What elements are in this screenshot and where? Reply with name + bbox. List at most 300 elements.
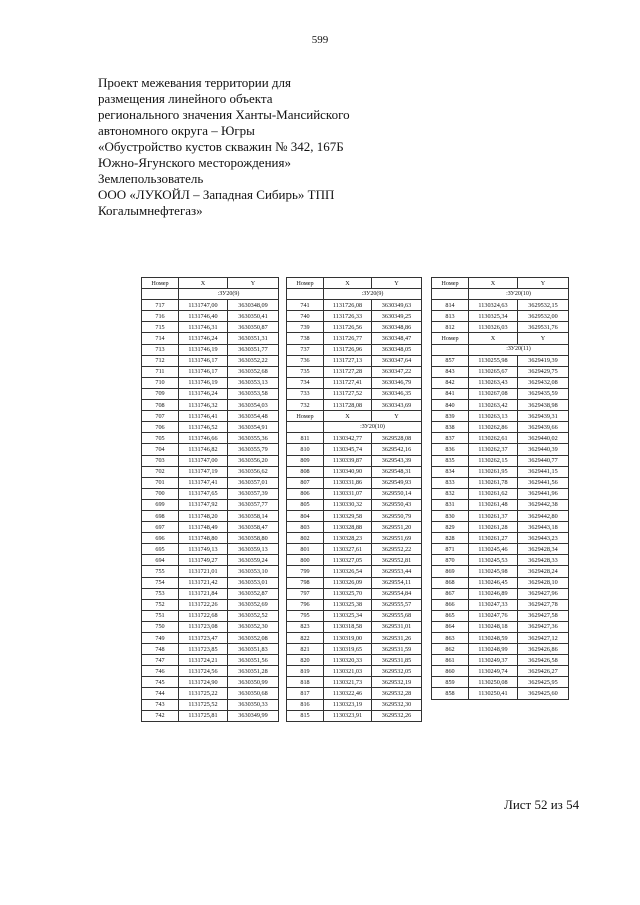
coordinates-table-2: [286, 277, 422, 722]
table-row: [287, 644, 422, 655]
point-number: 800: [287, 555, 324, 566]
table-row: [142, 644, 279, 655]
coord-y: 3629532,19: [372, 677, 422, 688]
table-row: [142, 588, 279, 599]
point-number: 694: [142, 555, 179, 566]
coord-y: 3630343,69: [372, 400, 422, 411]
coord-y: 3629554,11: [372, 577, 422, 588]
column-header-number: Номер: [287, 411, 324, 422]
table-row: [432, 621, 569, 632]
coord-x: 1130263,42: [469, 400, 518, 411]
empty-cell: [142, 289, 179, 300]
coord-x: 1131747,19: [179, 466, 228, 477]
table-row: [432, 488, 569, 499]
coord-x: 1130247,76: [469, 610, 518, 621]
coord-x: 1130327,05: [324, 555, 372, 566]
coord-y: 3630350,68: [228, 688, 279, 699]
coord-x: 1130326,03: [469, 322, 518, 333]
point-number: 830: [432, 510, 469, 521]
coord-y: 3630354,91: [228, 422, 279, 433]
coord-x: 1130261,78: [469, 477, 518, 488]
point-number: 703: [142, 455, 179, 466]
coord-y: 3630350,41: [228, 311, 279, 322]
coord-y: 3629426,58: [518, 655, 569, 666]
coord-y: 3629532,15: [518, 300, 569, 311]
coord-x: 1130246,45: [469, 577, 518, 588]
coord-y: 3630355,36: [228, 433, 279, 444]
coord-x: 1131727,13: [324, 355, 372, 366]
coord-y: 3629549,93: [372, 477, 422, 488]
point-number: 868: [432, 577, 469, 588]
point-number: 871: [432, 544, 469, 555]
empty-cell: [287, 422, 324, 433]
table-row: [142, 488, 279, 499]
coord-x: 1130246,89: [469, 588, 518, 599]
coord-x: 1130323,19: [324, 699, 372, 710]
table-row: [432, 577, 569, 588]
coord-y: 3630358,80: [228, 533, 279, 544]
coord-y: 3629439,66: [518, 422, 569, 433]
coord-x: 1131726,56: [324, 322, 372, 333]
table-row: [142, 510, 279, 521]
coord-x: 1131746,24: [179, 388, 228, 399]
table-row: [432, 599, 569, 610]
point-number: 696: [142, 533, 179, 544]
table-row: [142, 433, 279, 444]
column-header-number: Номер: [432, 333, 469, 344]
point-number: 803: [287, 522, 324, 533]
coord-y: 3629531,01: [372, 621, 422, 632]
table-row: [432, 677, 569, 688]
coord-y: 3630352,30: [228, 621, 279, 632]
point-number: 831: [432, 499, 469, 510]
coord-y: 3630352,68: [228, 366, 279, 377]
coord-y: 3630347,22: [372, 366, 422, 377]
coord-y: 3629440,02: [518, 433, 569, 444]
table-row: [432, 588, 569, 599]
point-number: 832: [432, 488, 469, 499]
table-row: [142, 610, 279, 621]
point-number: 749: [142, 633, 179, 644]
table-row: [142, 344, 279, 355]
coord-x: 1130263,13: [469, 411, 518, 422]
empty-cell: [432, 344, 469, 355]
point-number: 838: [432, 422, 469, 433]
column-header-x: X: [469, 278, 518, 289]
coord-y: 3630351,83: [228, 644, 279, 655]
page-number: 599: [311, 34, 329, 46]
coord-x: 1131746,41: [179, 411, 228, 422]
point-number: 805: [287, 499, 324, 510]
point-number: 821: [287, 644, 324, 655]
coord-x: 1130318,58: [324, 621, 372, 632]
point-number: 743: [142, 699, 179, 710]
point-number: 752: [142, 599, 179, 610]
table-row: [142, 655, 279, 666]
table-row: [287, 655, 422, 666]
coord-y: 3629428,10: [518, 577, 569, 588]
coord-y: 3630351,56: [228, 655, 279, 666]
coord-y: 3630353,13: [228, 377, 279, 388]
coord-x: 1131725,81: [179, 710, 228, 721]
table-row: [287, 688, 422, 699]
coord-y: 3629441,96: [518, 488, 569, 499]
table-row: [432, 644, 569, 655]
coord-x: 1130331,07: [324, 488, 372, 499]
table-row: [432, 655, 569, 666]
coord-y: 3629548,31: [372, 466, 422, 477]
coord-x: 1131726,08: [324, 300, 372, 311]
table-row: [432, 455, 569, 466]
coord-y: 3629551,20: [372, 522, 422, 533]
parcel-title-row: [432, 289, 569, 300]
coord-x: 1130331,86: [324, 477, 372, 488]
table-row: [432, 400, 569, 411]
coordinates-table-1: [141, 277, 279, 722]
coord-x: 1131746,19: [179, 377, 228, 388]
point-number: 839: [432, 411, 469, 422]
coord-y: 3630348,86: [372, 322, 422, 333]
coord-y: 3630348,09: [228, 300, 279, 311]
coord-y: 3629443,18: [518, 522, 569, 533]
coord-y: 3629428,24: [518, 566, 569, 577]
coord-x: 1130245,53: [469, 555, 518, 566]
coord-x: 1130326,09: [324, 577, 372, 588]
coord-x: 1131747,41: [179, 477, 228, 488]
point-number: 748: [142, 644, 179, 655]
coord-x: 1130245,98: [469, 566, 518, 577]
coord-y: 3630353,58: [228, 388, 279, 399]
coord-x: 1131728,08: [324, 400, 372, 411]
table-row: [142, 699, 279, 710]
coord-y: 3629427,58: [518, 610, 569, 621]
table-row: [142, 677, 279, 688]
table-row: [142, 577, 279, 588]
table-row: [287, 533, 422, 544]
table-row: [432, 555, 569, 566]
header-line: размещения линейного объекта: [98, 91, 273, 106]
coord-y: 3629427,96: [518, 588, 569, 599]
table-row: [142, 411, 279, 422]
column-header-number: Номер: [432, 278, 469, 289]
point-number: 710: [142, 377, 179, 388]
table-row: [142, 477, 279, 488]
table-row: [287, 333, 422, 344]
table-row: [287, 455, 422, 466]
table-row: [142, 388, 279, 399]
coord-x: 1131748,80: [179, 533, 228, 544]
table-row: [432, 388, 569, 399]
coord-y: 3630350,33: [228, 699, 279, 710]
coord-x: 1130330,32: [324, 499, 372, 510]
coord-x: 1130340,90: [324, 466, 372, 477]
coord-x: 1130248,59: [469, 633, 518, 644]
coord-x: 1131727,28: [324, 366, 372, 377]
coord-y: 3629427,12: [518, 633, 569, 644]
table-row: [142, 499, 279, 510]
coord-x: 1130261,95: [469, 466, 518, 477]
table-row: [432, 533, 569, 544]
coord-x: 1131722,26: [179, 599, 228, 610]
coord-y: 3629531,26: [372, 633, 422, 644]
coord-x: 1130262,86: [469, 422, 518, 433]
coord-y: 3629543,39: [372, 455, 422, 466]
point-number: 809: [287, 455, 324, 466]
table-row: [287, 488, 422, 499]
table-row: [142, 710, 279, 721]
coord-y: 3630350,99: [228, 677, 279, 688]
coord-y: 3630353,10: [228, 566, 279, 577]
table-row: [432, 411, 569, 422]
point-number: 751: [142, 610, 179, 621]
point-number: 863: [432, 633, 469, 644]
table-row: [287, 433, 422, 444]
point-number: 740: [287, 311, 324, 322]
point-number: 707: [142, 411, 179, 422]
table-row: [287, 677, 422, 688]
table-row: [432, 366, 569, 377]
coord-x: 1130320,33: [324, 655, 372, 666]
coord-y: 3630355,79: [228, 444, 279, 455]
point-number: 714: [142, 333, 179, 344]
coord-x: 1131749,27: [179, 555, 228, 566]
table-row: [432, 688, 569, 699]
point-number: 833: [432, 477, 469, 488]
table-row: [142, 400, 279, 411]
point-number: 818: [287, 677, 324, 688]
coord-y: 3629550,43: [372, 499, 422, 510]
coord-x: 1130324,63: [469, 300, 518, 311]
coord-y: 3630352,69: [228, 599, 279, 610]
table-row: [432, 311, 569, 322]
point-number: 742: [142, 710, 179, 721]
coord-y: 3629552,22: [372, 544, 422, 555]
table-row: [142, 566, 279, 577]
table-row: [432, 300, 569, 311]
table-row: [287, 388, 422, 399]
coordinates-table-3: [431, 277, 569, 700]
table-row: [142, 366, 279, 377]
coord-x: 1130328,23: [324, 533, 372, 544]
table-row: [142, 422, 279, 433]
coord-x: 1131746,17: [179, 366, 228, 377]
header-line: Южно-Ягунского месторождения»: [98, 155, 291, 170]
coord-x: 1131721,42: [179, 577, 228, 588]
table-row: [142, 322, 279, 333]
point-number: 836: [432, 444, 469, 455]
coord-y: 3630349,25: [372, 311, 422, 322]
table-row: [142, 466, 279, 477]
point-number: 819: [287, 666, 324, 677]
point-number: 704: [142, 444, 179, 455]
point-number: 860: [432, 666, 469, 677]
point-number: 866: [432, 599, 469, 610]
header-line: регионального значения Ханты-Мансийского: [98, 107, 350, 122]
table-row: [287, 510, 422, 521]
coord-x: 1130321,73: [324, 677, 372, 688]
point-number: 737: [287, 344, 324, 355]
table-row: [432, 666, 569, 677]
table-row: [142, 355, 279, 366]
coord-x: 1131726,77: [324, 333, 372, 344]
coord-x: 1131747,00: [179, 455, 228, 466]
coord-y: 3630354,03: [228, 400, 279, 411]
coord-y: 3629428,34: [518, 544, 569, 555]
coord-y: 3629442,38: [518, 499, 569, 510]
column-header-x: X: [469, 333, 518, 344]
coord-x: 1131723,47: [179, 633, 228, 644]
point-number: 869: [432, 566, 469, 577]
point-number: 808: [287, 466, 324, 477]
point-number: 822: [287, 633, 324, 644]
coord-x: 1130325,38: [324, 599, 372, 610]
coord-x: 1131746,32: [179, 400, 228, 411]
coord-y: 3629439,31: [518, 411, 569, 422]
point-number: 815: [287, 710, 324, 721]
table-row: [287, 666, 422, 677]
point-number: 716: [142, 311, 179, 322]
coord-y: 3629425,60: [518, 688, 569, 699]
coord-y: 3629435,59: [518, 388, 569, 399]
point-number: 859: [432, 677, 469, 688]
point-number: 744: [142, 688, 179, 699]
point-number: 829: [432, 522, 469, 533]
coord-x: 1130263,43: [469, 377, 518, 388]
point-number: 870: [432, 555, 469, 566]
coord-x: 1131721,01: [179, 566, 228, 577]
point-number: 820: [287, 655, 324, 666]
table-row: [432, 433, 569, 444]
table-row: [287, 522, 422, 533]
coord-x: 1131725,22: [179, 688, 228, 699]
coord-y: 3630354,48: [228, 411, 279, 422]
coord-x: 1131748,20: [179, 510, 228, 521]
coord-y: 3629528,08: [372, 433, 422, 444]
column-header-x: X: [324, 278, 372, 289]
table-header-row: [432, 333, 569, 344]
table-row: [287, 366, 422, 377]
point-number: 747: [142, 655, 179, 666]
coord-y: 3630359,24: [228, 555, 279, 566]
coord-y: 3629532,00: [518, 311, 569, 322]
point-number: 862: [432, 644, 469, 655]
table-row: [142, 633, 279, 644]
parcel-title-row: [287, 289, 422, 300]
coord-x: 1131747,92: [179, 499, 228, 510]
coord-y: 3630350,87: [228, 322, 279, 333]
coord-y: 3629438,98: [518, 400, 569, 411]
coord-y: 3629428,33: [518, 555, 569, 566]
empty-cell: [432, 289, 469, 300]
point-number: 865: [432, 610, 469, 621]
coord-x: 1130329,58: [324, 510, 372, 521]
point-number: 864: [432, 621, 469, 632]
point-number: 801: [287, 544, 324, 555]
header-line: Проект межевания территории для: [98, 75, 292, 90]
parcel-title: :ЗУ20(9): [179, 289, 279, 300]
table-row: [287, 311, 422, 322]
table-row: [432, 466, 569, 477]
table-row: [287, 588, 422, 599]
coord-y: 3629532,05: [372, 666, 422, 677]
table-row: [287, 599, 422, 610]
header-line: автономного округа – Югры: [98, 123, 255, 138]
coord-y: 3630358,14: [228, 510, 279, 521]
table-row: [287, 710, 422, 721]
table-row: [432, 499, 569, 510]
coord-x: 1130247,33: [469, 599, 518, 610]
coord-x: 1131746,24: [179, 333, 228, 344]
point-number: 843: [432, 366, 469, 377]
point-number: 738: [287, 333, 324, 344]
coord-x: 1131721,84: [179, 588, 228, 599]
coord-x: 1131746,66: [179, 433, 228, 444]
coord-x: 1131724,21: [179, 655, 228, 666]
coord-x: 1130267,08: [469, 388, 518, 399]
column-header-y: Y: [372, 411, 422, 422]
coord-x: 1131727,52: [324, 388, 372, 399]
point-number: 698: [142, 510, 179, 521]
point-number: 814: [432, 300, 469, 311]
table-row: [432, 544, 569, 555]
point-number: 807: [287, 477, 324, 488]
point-number: 835: [432, 455, 469, 466]
coord-x: 1130325,70: [324, 588, 372, 599]
parcel-title-row: [142, 289, 279, 300]
coord-y: 3629532,30: [372, 699, 422, 710]
point-number: 810: [287, 444, 324, 455]
coord-y: 3630352,22: [228, 355, 279, 366]
point-number: 857: [432, 355, 469, 366]
parcel-title: :ЗУ20(9): [324, 289, 422, 300]
point-number: 841: [432, 388, 469, 399]
point-number: 813: [432, 311, 469, 322]
coord-y: 3630357,77: [228, 499, 279, 510]
point-number: 746: [142, 666, 179, 677]
column-header-number: Номер: [287, 278, 324, 289]
coord-y: 3630351,28: [228, 666, 279, 677]
coord-y: 3629441,15: [518, 466, 569, 477]
table-header-row: [432, 278, 569, 289]
column-header-y: Y: [372, 278, 422, 289]
table-row: [142, 455, 279, 466]
header-line: Когалымнефтегаз»: [98, 203, 203, 218]
coord-y: 3629555,57: [372, 599, 422, 610]
coord-x: 1130262,15: [469, 455, 518, 466]
coord-y: 3630351,77: [228, 344, 279, 355]
table-row: [287, 610, 422, 621]
coord-y: 3630352,87: [228, 588, 279, 599]
parcel-title: :ЗУ20(10): [324, 422, 422, 433]
coord-y: 3629555,68: [372, 610, 422, 621]
coord-x: 1130261,62: [469, 488, 518, 499]
point-number: 733: [287, 388, 324, 399]
point-number: 837: [432, 433, 469, 444]
point-number: 732: [287, 400, 324, 411]
table-row: [142, 666, 279, 677]
table-row: [142, 300, 279, 311]
table-row: [287, 566, 422, 577]
table-row: [432, 355, 569, 366]
table-row: [287, 621, 422, 632]
point-number: 699: [142, 499, 179, 510]
table-header-row: [287, 411, 422, 422]
coord-x: 1131724,90: [179, 677, 228, 688]
point-number: 798: [287, 577, 324, 588]
point-number: 799: [287, 566, 324, 577]
table-row: [142, 688, 279, 699]
coord-x: 1130261,28: [469, 522, 518, 533]
